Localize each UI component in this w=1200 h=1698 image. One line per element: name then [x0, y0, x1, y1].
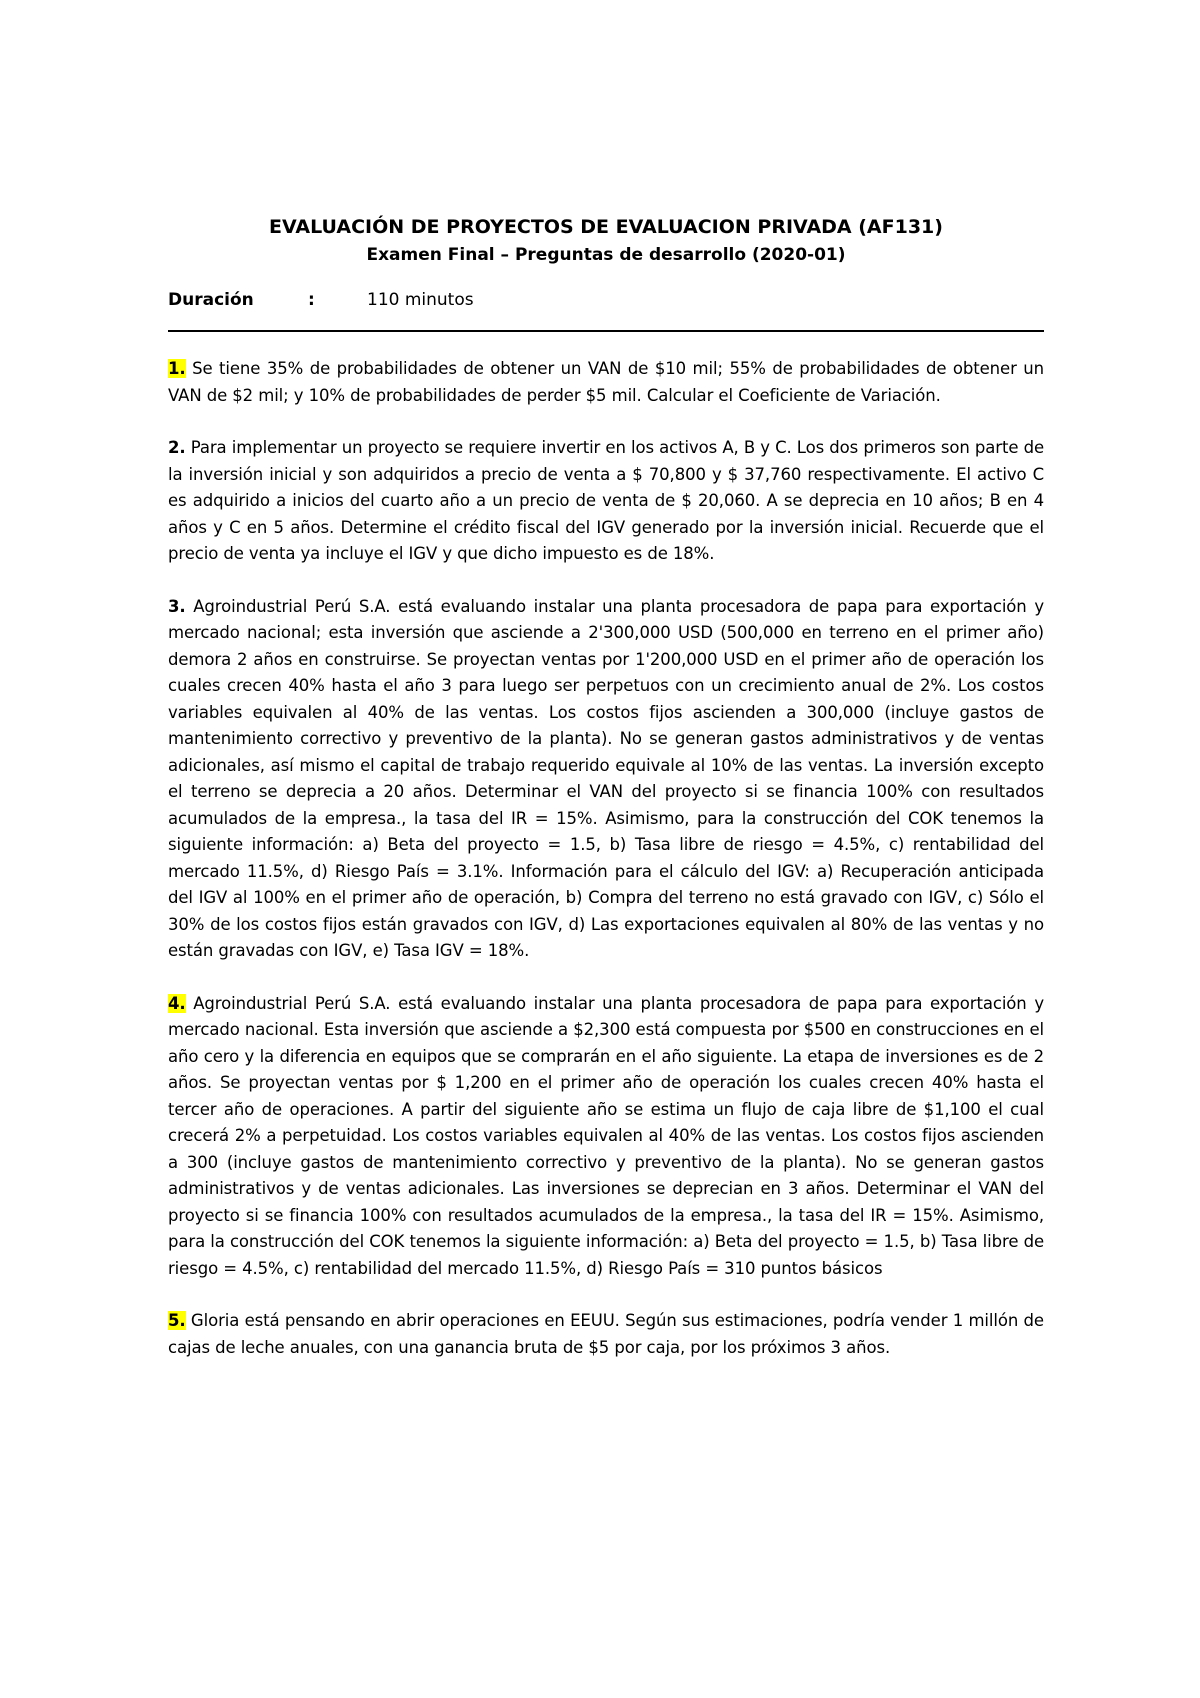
question-number: 1.	[168, 359, 186, 378]
header-divider	[168, 330, 1044, 332]
duration-colon: :	[308, 290, 315, 310]
question-text: Para implementar un proyecto se requiere invertir en los activos A, B y C. Los dos primeros son parte de la inversión inicial y son adquiridos a precio de venta a $ 70,800 y $ 37,760 respectivamente. El activo C es adquirido a inicios del cuarto año a un precio de venta de $ 20,060. A se deprecia en 10 años; B en 4 años y C en 5 años. Determine el crédito fiscal del IGV generado por la inversión inicial. Recuerde que el precio de venta ya incluye el IGV y que dicho impuesto es de 18%.	[168, 438, 1044, 563]
question-3	[168, 594, 1044, 965]
duration-label: Duración	[168, 290, 254, 310]
question-1	[168, 356, 1044, 409]
duration-value: 110 minutos	[367, 290, 474, 310]
question-text: Agroindustrial Perú S.A. está evaluando instalar una planta procesadora de papa para exportación y mercado nacional; esta inversión que asciende a 2'300,000 USD (500,000 en terreno en el primer año) demora 2 años en construirse. Se proyectan ventas por 1'200,000 USD en el primer año de operación los cuales crecen 40% hasta el año 3 para luego ser perpetuos con un crecimiento anual de 2%. Los costos variables equivalen al 40% de las ventas. Los costos fijos ascienden a 300,000 (incluye gastos de mantenimiento correctivo y preventivo de la planta). No se generan gastos administrativos y de ventas adicionales, así mismo el capital de trabajo requerido equivale al 10% de las ventas. La inversión excepto el terreno se deprecia a 20 años. Determinar el VAN del proyecto si se financia 100% con resultados acumulados de la empresa., la tasa del IR = 15%. Asimismo, para la construcción del COK tenemos la siguiente información: a) Beta del proyecto = 1.5, b) Tasa libre de riesgo = 4.5%, c) rentabilidad del mercado 11.5%, d) Riesgo País = 3.1%. Información para el cálculo del IGV: a) Recuperación anticipada del IGV al 100% en el primer año de operación, b) Compra del terreno no está gravado con IGV, c) Sólo el 30% de los costos fijos están gravados con IGV, d) Las exportaciones equivalen al 80% de las ventas y no están gravadas con IGV, e) Tasa IGV = 18%.	[168, 596, 1044, 960]
question-number: 4.	[168, 993, 186, 1013]
document-subtitle: Examen Final – Preguntas de desarrollo (2020-01)	[366, 245, 846, 265]
questions-list	[168, 356, 1044, 1361]
question-text: Gloria está pensando en abrir operaciones en EEUU. Según sus estimaciones, podría vender 1 millón de cajas de leche anuales, con una ganancia bruta de $5 por caja, por los próximos 3 años.	[168, 1311, 1044, 1357]
page-content	[168, 214, 1044, 1387]
question-5	[168, 1308, 1044, 1361]
duration-row	[168, 288, 1044, 312]
question-number: 5.	[168, 1311, 186, 1330]
document-title: EVALUACIÓN DE PROYECTOS DE EVALUACION PRIVADA (AF131)	[269, 216, 943, 238]
question-number: 3.	[168, 596, 186, 616]
question-text: Se tiene 35% de probabilidades de obtener un VAN de $10 mil; 55% de probabilidades de obtener un VAN de $2 mil; y 10% de probabilidades de perder $5 mil. Calcular el Coeficiente de Variación.	[168, 359, 1044, 405]
question-number: 2.	[168, 438, 186, 457]
question-2	[168, 435, 1044, 568]
question-text: Agroindustrial Perú S.A. está evaluando instalar una planta procesadora de papa para exportación y mercado nacional. Esta inversión que asciende a $2,300 está compuesta por $500 en construcciones en el año cero y la diferencia en equipos que se comprarán en el año siguiente. La etapa de inversiones es de 2 años. Se proyectan ventas por $ 1,200 en el primer año de operación los cuales crecen 40% hasta el tercer año de operaciones. A partir del siguiente año se estima un flujo de caja libre de $1,100 el cual crecerá 2% a perpetuidad. Los costos variables equivalen al 40% de las ventas. Los costos fijos ascienden a 300 (incluye gastos de mantenimiento correctivo y preventivo de la planta). No se generan gastos administrativos y de ventas adicionales. Las inversiones se deprecian en 3 años. Determinar el VAN del proyecto si se financia 100% con resultados acumulados de la empresa., la tasa del IR = 15%. Asimismo, para la construcción del COK tenemos la siguiente información: a) Beta del proyecto = 1.5, b) Tasa libre de riesgo = 4.5%, c) rentabilidad del mercado 11.5%, d) Riesgo País = 310 puntos básicos	[168, 993, 1044, 1278]
question-4	[168, 991, 1044, 1283]
